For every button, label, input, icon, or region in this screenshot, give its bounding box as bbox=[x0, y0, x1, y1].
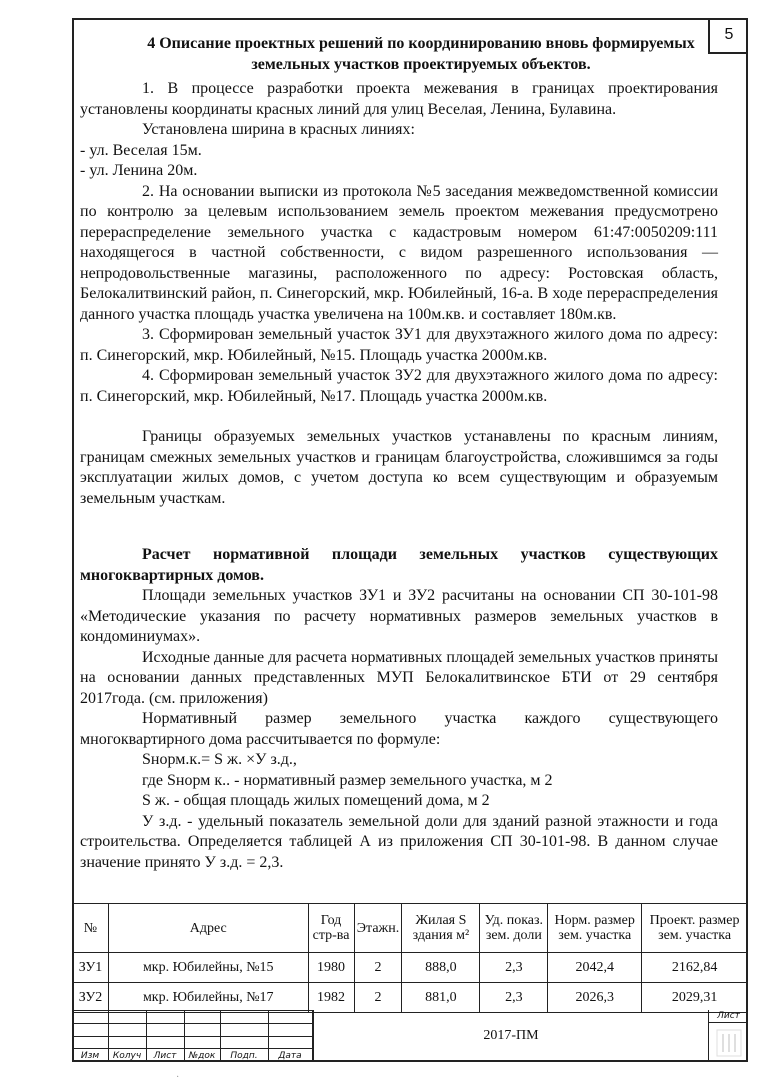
document-number: 2017-ПМ bbox=[312, 1010, 708, 1062]
calc-heading: Расчет нормативной площади земельных участков существующих многоквартирных домов. bbox=[80, 546, 718, 584]
sheet-label: Лист bbox=[709, 1010, 748, 1023]
stamp-label: Дата bbox=[278, 1051, 302, 1061]
table-row bbox=[73, 953, 748, 983]
watermark-icon bbox=[715, 1028, 743, 1058]
title-block bbox=[72, 1010, 748, 1062]
table-header: Уд. показ. зем. доли bbox=[480, 904, 548, 953]
table-header: Этажн. bbox=[354, 904, 402, 953]
paragraph-bounds: Границы образуемых земельных участков устанавлены по красным линиям, границам смежных земельных участков и границам благоустройства, сложившимся за годы эксплуатации жилых домов, с учетом доступа ко всем существующим и образуемым земельным участкам. bbox=[80, 428, 718, 507]
document-body bbox=[80, 34, 718, 873]
table-cell: 2,3 bbox=[480, 953, 548, 983]
table-cell: ЗУ2 bbox=[73, 983, 109, 1013]
table-row bbox=[73, 983, 748, 1013]
table-header: № bbox=[73, 904, 109, 953]
table-cell: 2 bbox=[354, 983, 402, 1013]
table-cell: 888,0 bbox=[402, 953, 480, 983]
table-cell: 2,3 bbox=[480, 983, 548, 1013]
table-cell: 1982 bbox=[308, 983, 354, 1013]
where-1: где Sнорм к.. - нормативный размер земельного участка, м 2 bbox=[142, 771, 553, 789]
scan-mark: · bbox=[176, 1072, 180, 1083]
table-header: Норм. размер зем. участка bbox=[548, 904, 642, 953]
calc-paragraph-1: Площади земельных участков ЗУ1 и ЗУ2 расчитаны на основании СП 30-101-98 «Методические указания по расчету нормативных размеров земельных участков в кондоминиумах». bbox=[80, 587, 718, 645]
formula: Sнорм.к.= S ж. ×У з.д., bbox=[142, 751, 297, 768]
table-cell: 1980 bbox=[308, 953, 354, 983]
section-title: 4 Описание проектных решений по координированию вновь формируемых земельных участков проектируемых объектов. bbox=[147, 35, 695, 73]
table-cell: мкр. Юбилейны, №17 bbox=[108, 983, 308, 1013]
stamp-label: Колуч bbox=[112, 1051, 142, 1061]
width-label: Установлена ширина в красных линиях: bbox=[142, 121, 415, 138]
calc-paragraph-3: Нормативный размер земельного участка каждого существующего многоквартирного дома рассчитывается по формуле: bbox=[80, 710, 718, 748]
street-1: - ул. Веселая 15м. bbox=[80, 141, 202, 159]
page-number: 5 bbox=[708, 18, 748, 54]
table-cell: 2162,84 bbox=[642, 953, 748, 983]
stamp-label: Лист bbox=[153, 1051, 177, 1061]
table-header: Год стр-ва bbox=[308, 904, 354, 953]
table-cell: 2 bbox=[354, 953, 402, 983]
street-2: - ул. Ленина 20м. bbox=[80, 162, 198, 179]
table-header-row bbox=[73, 904, 748, 953]
table-cell: 881,0 bbox=[402, 983, 480, 1013]
table-cell: ЗУ1 bbox=[73, 953, 109, 983]
paragraph-4: 4. Сформирован земельный участок ЗУ2 для двухэтажного жилого дома по адресу: п. Синегорский, мкр. Юбилейный, №17. Площадь участка 2000м.кв. bbox=[80, 367, 718, 405]
table-header: Жилая S здания м² bbox=[402, 904, 480, 953]
table-header: Адрес bbox=[108, 904, 308, 953]
where-3: У з.д. - удельный показатель земельной доли для зданий разной этажности и года строительства. Определяется таблицей А из приложения СП 30-101-98. В данном случае значение принято У з.д. = 2,3. bbox=[80, 812, 718, 871]
table-cell: 2026,3 bbox=[548, 983, 642, 1013]
stamp-label: Подп. bbox=[230, 1051, 258, 1061]
plots-table bbox=[72, 903, 748, 1013]
paragraph-3: 3. Сформирован земельный участок ЗУ1 для двухэтажного жилого дома по адресу: п. Синегорский, мкр. Юбилейный, №15. Площадь участка 2000м.кв. bbox=[80, 326, 718, 364]
revision-grid bbox=[72, 1010, 312, 1062]
table-cell: мкр. Юбилейны, №15 bbox=[108, 953, 308, 983]
table-cell: 2029,31 bbox=[642, 983, 748, 1013]
table-cell: 2042,4 bbox=[548, 953, 642, 983]
where-2: S ж. - общая площадь жилых помещений дома, м 2 bbox=[142, 792, 490, 809]
stamp-label: №док bbox=[188, 1051, 216, 1061]
table-header: Проект. размер зем. участка bbox=[642, 904, 748, 953]
paragraph-1: 1. В процессе разработки проекта межевания в границах проектирования установлены координаты красных линий для улиц Веселая, Ленина, Булавина. bbox=[80, 80, 718, 118]
paragraph-2: 2. На основании выписки из протокола №5 заседания межведомственной комиссии по контролю за целевым использованием земель проектом межевания предусмотрено перераспределение земельного участка с кадастровым номером 61:47:0050209:111 находящегося в частной собственности, с видом разрешенного использования — непродовольственные магазины, расположенного по адресу: Ростовская область, Белокалитвинский район, п. Синегорский, мкр. Юбилейный, 16-а. В ходе перераспределения данного участка площадь участка увеличена на 100м.кв. и составляет 180м.кв. bbox=[80, 182, 718, 323]
calc-paragraph-2: Исходные данные для расчета нормативных площадей земельных участков приняты на основании данных представленных МУП Белокалитвинское БТИ от 29 сентября 2017года. (см. приложения) bbox=[80, 648, 718, 707]
sheet-cell bbox=[708, 1010, 748, 1062]
stamp-label: Изм bbox=[80, 1051, 100, 1061]
